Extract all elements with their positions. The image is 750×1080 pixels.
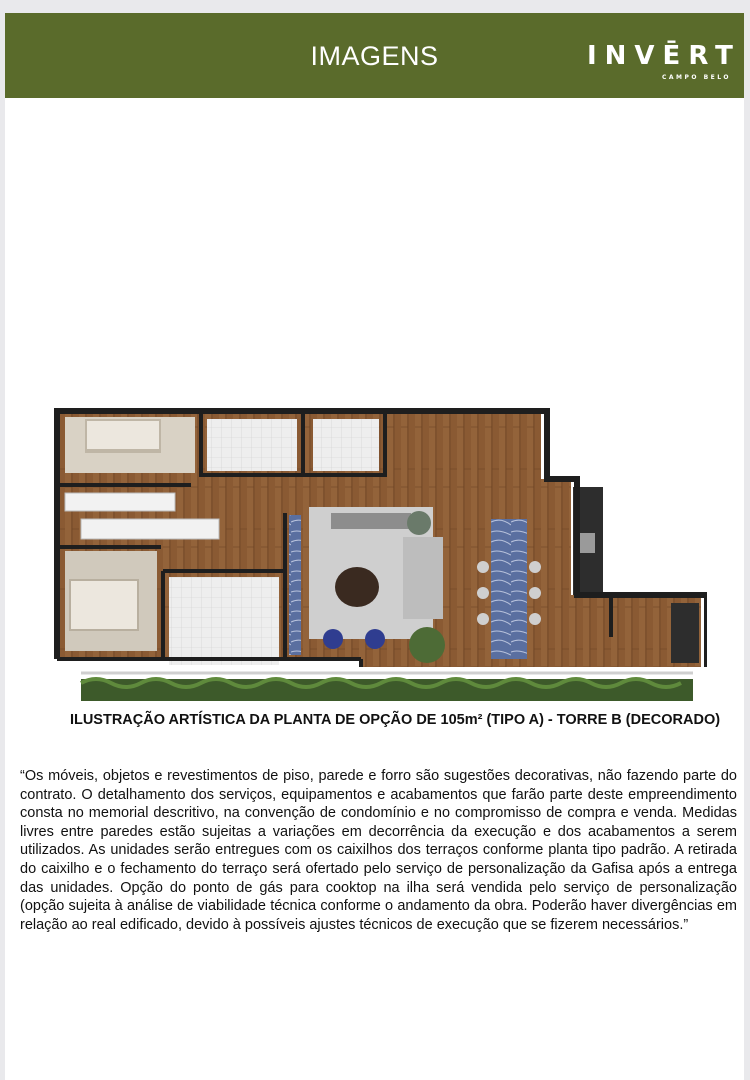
logo-wordmark: INVĒRT xyxy=(587,41,741,71)
floor-plan-illustration xyxy=(51,397,707,709)
sofa xyxy=(403,537,443,619)
shelf xyxy=(331,513,411,529)
document-page xyxy=(5,13,744,1080)
side-counter xyxy=(289,515,301,655)
plant-2 xyxy=(409,627,445,663)
plant-1 xyxy=(407,511,431,535)
brand-logo xyxy=(587,41,741,87)
disclaimer-text: “Os móveis, objetos e revestimentos de piso, parede e forro são sugestões decorativas, não fazendo parte do contrato. O detalhamento dos serviços, equipamentos e acabamentos que farão parte deste empreendimento consta no memorial descritivo, na convenção de condomínio e no compromisso de compra e venda. Medidas livres entre paredes estão sujeitas a variações em decorrência da execução e dos acabamentos a serem utilizados. As unidades serão entregues com os caixilhos dos terraços conforme planta tipo padrão. A retirada do caixilho e o fechamento do terraço será ofertado pelo serviço de personalização da Gafisa após a entrega das unidades. Opção do ponto de gás para cooktop na ilha será vendida pelo serviço de personalização (opção sujeita à análise de viabilidade técnica conforme o andamento da obra. Poderão haver divergências em relação ao real edificado, devido à possíveis ajustes técnicos de execução que se fizerem necessários.” xyxy=(20,768,737,933)
coffee-table xyxy=(335,567,379,607)
closet-2 xyxy=(81,519,219,539)
closet-1 xyxy=(65,493,175,511)
laundry-counter xyxy=(671,603,699,663)
page-title: IMAGENS xyxy=(310,41,439,71)
floor-plan-caption: ILUSTRAÇÃO ARTÍSTICA DA PLANTA DE OPÇÃO DE 105m² (TIPO A) - TORRE B (DECORADO) xyxy=(69,712,721,728)
kitchen-island xyxy=(491,519,527,659)
bathroom-1 xyxy=(207,419,297,471)
bathroom-2 xyxy=(313,419,379,471)
armchair-1 xyxy=(323,629,343,649)
header-bar xyxy=(5,13,744,98)
bathroom-3 xyxy=(169,577,279,665)
armchair-2 xyxy=(365,629,385,649)
logo-subtitle: CAMPO BELO xyxy=(662,74,731,81)
